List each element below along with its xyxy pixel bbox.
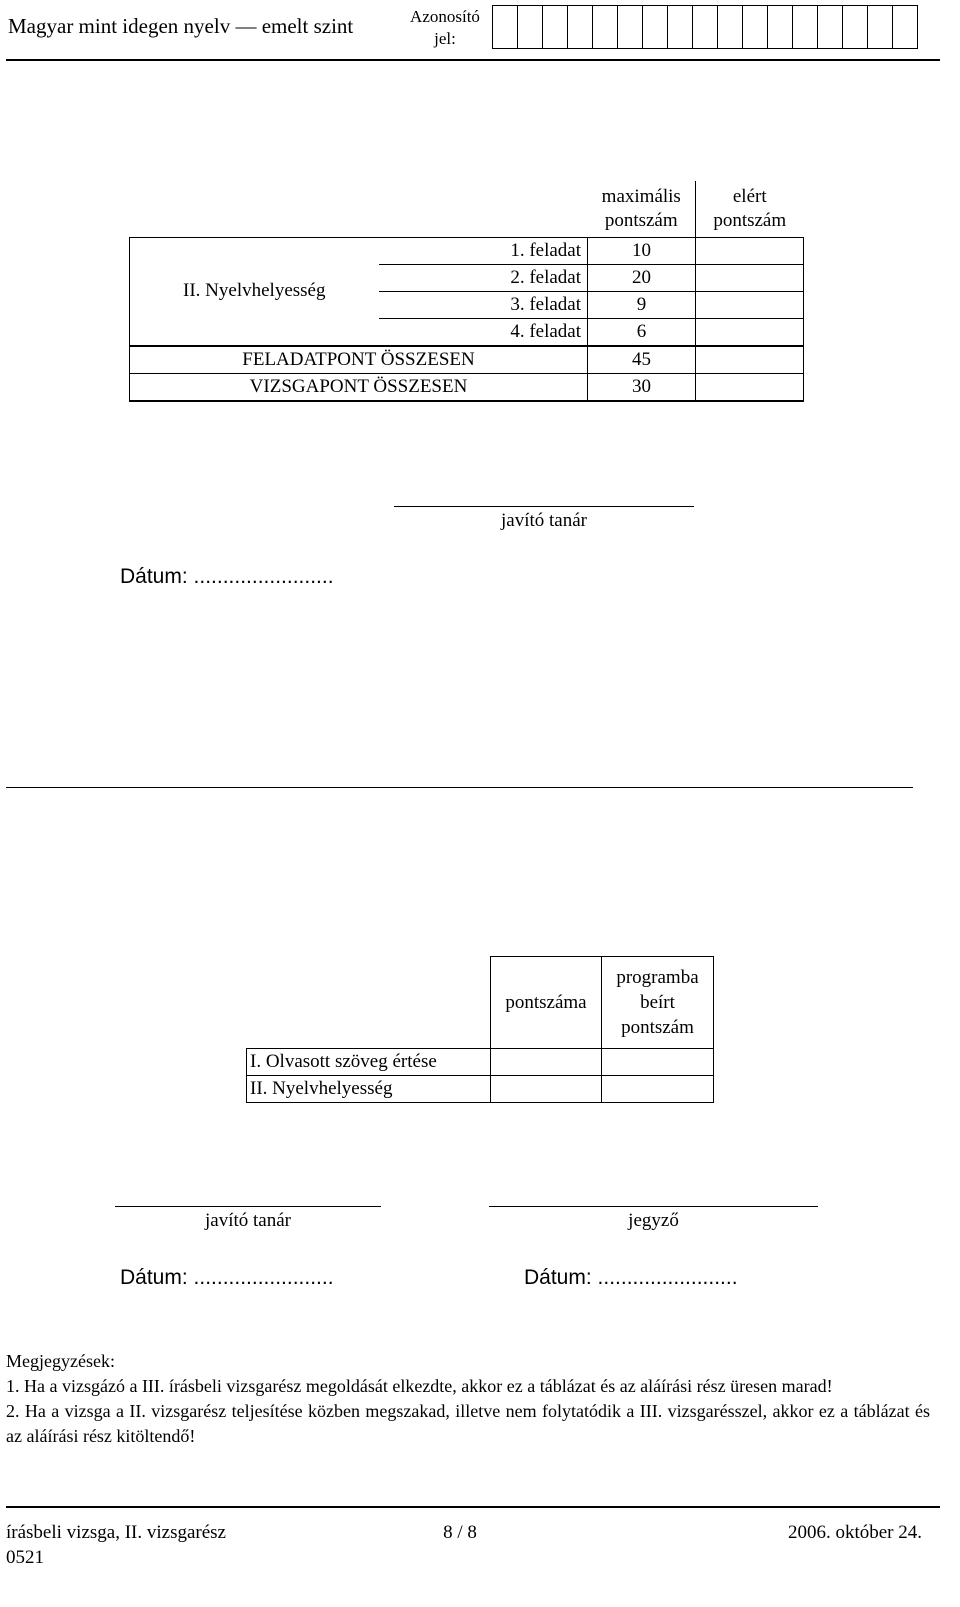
footer-page: 8 / 8: [443, 1522, 477, 1543]
header-rule: [6, 59, 940, 61]
id-box[interactable]: [817, 5, 843, 49]
id-box[interactable]: [717, 5, 743, 49]
header-title: Magyar mint idegen nyelv — emelt szint: [8, 14, 354, 38]
section-label: II. Nyelvhelyesség: [130, 237, 379, 346]
summary-row-label: I. Olvasott szöveg értése: [247, 1049, 491, 1076]
task-score-cell[interactable]: [696, 291, 804, 318]
id-box[interactable]: [867, 5, 893, 49]
total-max: 45: [588, 346, 696, 374]
task-max: 20: [588, 264, 696, 291]
id-label-line1: Azonosító: [410, 7, 480, 26]
task-label: 2. feladat: [379, 264, 588, 291]
col-entered-header: programba beírt pontszám: [602, 957, 714, 1049]
task-max: 9: [588, 291, 696, 318]
exam-label: VIZSGAPONT ÖSSZESEN: [130, 373, 588, 401]
score-table: [129, 181, 804, 402]
id-box[interactable]: [617, 5, 643, 49]
exam-max: 30: [588, 373, 696, 401]
signature-role: javító tanár: [501, 510, 587, 531]
summary-table: [246, 956, 714, 1103]
note-item: 2. Ha a vizsga a II. vizsgarész teljesítése közben megszakad, illetve nem folytatódik a III. vizsgarésszel, akkor ez a táblázat és az aláírási rész kitöltendő!: [6, 1401, 930, 1446]
total-label: FELADATPONT ÖSSZESEN: [130, 346, 588, 374]
id-box[interactable]: [567, 5, 593, 49]
signature-line[interactable]: [115, 1206, 381, 1207]
col-got-header: elért pontszám: [696, 181, 804, 237]
id-box[interactable]: [542, 5, 568, 49]
summary-row-label: II. Nyelvhelyesség: [247, 1076, 491, 1103]
id-box[interactable]: [742, 5, 768, 49]
task-score-cell[interactable]: [696, 318, 804, 346]
section-separator: [6, 787, 913, 788]
summary-entered-cell[interactable]: [602, 1076, 714, 1103]
id-boxes: [493, 5, 918, 49]
footer-rule: [6, 1506, 940, 1508]
id-box[interactable]: [767, 5, 793, 49]
id-box[interactable]: [842, 5, 868, 49]
signature-role: javító tanár: [205, 1210, 291, 1231]
signature-role: jegyző: [628, 1210, 679, 1231]
id-box[interactable]: [667, 5, 693, 49]
task-score-cell[interactable]: [696, 264, 804, 291]
id-box[interactable]: [492, 5, 518, 49]
id-box[interactable]: [892, 5, 918, 49]
date-field[interactable]: Dátum: ........................: [120, 1266, 334, 1289]
signature-line[interactable]: [394, 506, 694, 507]
id-box[interactable]: [792, 5, 818, 49]
task-max: 10: [588, 237, 696, 264]
note-item: 1. Ha a vizsgázó a III. írásbeli vizsgarész megoldását elkezdte, akkor ez a táblázat és az aláírási rész üresen marad!: [6, 1376, 833, 1396]
summary-entered-cell[interactable]: [602, 1049, 714, 1076]
id-box[interactable]: [692, 5, 718, 49]
col-max-header: maximális pontszám: [601, 185, 681, 231]
total-score-cell[interactable]: [696, 346, 804, 374]
id-box[interactable]: [642, 5, 668, 49]
id-label: [405, 6, 485, 50]
footer-exam: írásbeli vizsga, II. vizsgarész: [6, 1522, 226, 1543]
notes-title: Megjegyzések:: [6, 1351, 115, 1371]
summary-points-cell[interactable]: [491, 1049, 602, 1076]
exam-score-cell[interactable]: [696, 373, 804, 401]
task-label: 1. feladat: [379, 237, 588, 264]
notes: [6, 1349, 930, 1449]
date-field[interactable]: Dátum: ........................: [120, 565, 334, 588]
id-box[interactable]: [592, 5, 618, 49]
task-score-cell[interactable]: [696, 237, 804, 264]
footer-date: 2006. október 24.: [787, 1522, 922, 1543]
summary-points-cell[interactable]: [491, 1076, 602, 1103]
task-max: 6: [588, 318, 696, 346]
id-box[interactable]: [517, 5, 543, 49]
id-label-line2: jel:: [434, 29, 456, 48]
col-points-header: pontszáma: [491, 957, 602, 1049]
task-label: 4. feladat: [379, 318, 588, 346]
task-label: 3. feladat: [379, 291, 588, 318]
signature-line[interactable]: [489, 1206, 818, 1207]
date-field[interactable]: Dátum: ........................: [524, 1266, 738, 1289]
footer-code: 0521: [6, 1547, 44, 1568]
